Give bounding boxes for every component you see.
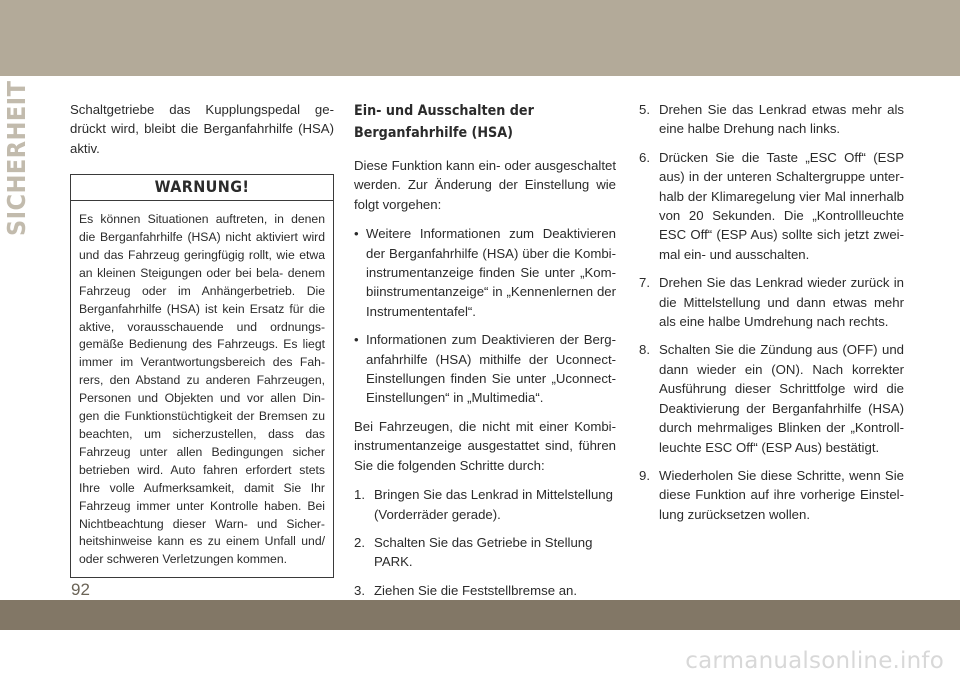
intro-paragraph: Schaltgetriebe das Kupplungspedal ge- drückt wird, bleibt die Berganfahrhilfe (HSA) aktiv. bbox=[70, 102, 334, 156]
step-number: 7. bbox=[639, 275, 650, 291]
step-text: Ziehen Sie die Feststellbremse an. bbox=[374, 582, 578, 598]
watermark: carmanualsonline.info bbox=[685, 648, 944, 674]
step-item bbox=[639, 340, 904, 456]
step-number: 3. bbox=[354, 582, 365, 598]
warning-text: Es können Situationen auftreten, in denen die Berganfahrhilfe (HSA) nicht aktiviert wird und das Fahrzeug geringfügig rollt, wie etwa an kleinen Steigungen oder bei bela- denem Fahrzeug oder im Anhängerbetrieb. Die Berganfahrhilfe (HSA) ist kein Ersatz für die aktive, vorausschauende und ordnungs- gemäße Bedienung des Fahrzeugs. Es liegt immer im Verantwortungsbereich des Fah- rers, den Abstand zu anderen Fahrzeugen, Personen und Objekten und vor allen Din- gen die Funktionstüchtigkeit der Bremsen zu beachten, um sicherzustellen, dass das Fahrzeug unter allen Bedingungen sicher betrieben wird. Auto fahren erfordert stets Ihre volle Aufmerksamkeit, damit Sie Ihr Fahrzeug immer unter Kontrolle haben. Bei Nichtbeachtung dieser Warn- und Sicher- heitshinweise kann es zu einem Unfall und/ oder schweren Verletzungen kommen. bbox=[79, 212, 325, 567]
step-text: Drücken Sie die Taste „ESC Off“ (ESP aus) in der unteren Schaltergruppe unter- halb der Klimaregelung vier Mal innerhalb von 20 Sekunden. Die „Kontrollleuchte ESC Off“ (ESP Aus) sollte sich jetzt zwei- mal ein- und ausschalten. bbox=[659, 149, 904, 262]
step-text: Schalten Sie das Getriebe in Stellung PARK. bbox=[374, 534, 593, 570]
section-tab: SICHERHEIT bbox=[2, 80, 31, 236]
footer-band bbox=[0, 600, 960, 630]
step-number: 2. bbox=[354, 534, 365, 550]
step-text: Schalten Sie die Zündung aus (OFF) und dann wieder ein (ON). Nach korrekter Ausführung dieser Schrittfolge wird die Deaktivierung der Berganfahrhilfe (HSA) durch mehrmaliges Blinken der „Kontroll- leuchte ESC Off“ (ESP Aus) bestätigt. bbox=[659, 342, 904, 455]
step-item bbox=[639, 148, 904, 264]
step-number: 5. bbox=[639, 102, 650, 117]
bullet-icon: • bbox=[354, 332, 359, 348]
step-text: Bringen Sie das Lenkrad in Mittelstellung (Vorderräder gerade). bbox=[374, 487, 613, 522]
bullet-icon: • bbox=[354, 226, 359, 242]
column-middle bbox=[354, 100, 616, 638]
section-heading: Ein- und Ausschalten der Berganfahrhilfe (HSA) bbox=[354, 103, 534, 141]
step-item bbox=[354, 533, 616, 572]
bullet-item bbox=[354, 224, 616, 321]
column-right bbox=[639, 100, 904, 533]
page-number: 92 bbox=[71, 580, 90, 599]
step-number: 6. bbox=[639, 149, 650, 165]
step-item bbox=[354, 581, 616, 600]
bullet-text: Weitere Informationen zum Deaktivieren der Berganfahrhilfe (HSA) über die Kombi- instrumentanzeige finden Sie unter „Kom- biinstrumentanzeige“ in „Kennenlernen der Instrumententafel“. bbox=[366, 226, 616, 319]
step-item bbox=[639, 100, 904, 139]
column-left bbox=[70, 100, 334, 578]
warning-title: WARNUNG! bbox=[71, 175, 333, 201]
step-item bbox=[639, 273, 904, 331]
step-number: 1. bbox=[354, 487, 365, 503]
step-text: Wiederholen Sie diese Schritte, wenn Sie diese Funktion auf ihre vorherige Einstel- lung zurücksetzen wollen. bbox=[659, 467, 904, 522]
step-text: Drehen Sie das Lenkrad etwas mehr als eine halbe Drehung nach links. bbox=[659, 102, 904, 137]
header-band bbox=[0, 0, 960, 76]
step-number: 9. bbox=[639, 467, 650, 483]
step-item bbox=[639, 466, 904, 524]
bullet-item bbox=[354, 330, 616, 408]
step-number: 8. bbox=[639, 342, 650, 358]
bullet-text: Informationen zum Deaktivieren der Berg- anfahrhilfe (HSA) mithilfe der Uconnect- Einstellungen finden Sie unter „Uconnect- Einstellungen“ in „Multimedia“. bbox=[366, 332, 616, 406]
paragraph: Diese Funktion kann ein- oder ausgeschaltet werden. Zur Änderung der Einstellung wie folgt vorgehen: bbox=[354, 158, 616, 212]
step-item bbox=[354, 485, 616, 524]
paragraph: Bei Fahrzeugen, die nicht mit einer Kombi- instrumentanzeige ausgestattet sind, führen Sie die folgenden Schritte durch: bbox=[354, 418, 616, 473]
step-text: Drehen Sie das Lenkrad wieder zurück in die Mittelstellung und dann etwas mehr als eine halbe Umdrehung nach rechts. bbox=[659, 275, 904, 330]
warning-box bbox=[70, 174, 334, 578]
